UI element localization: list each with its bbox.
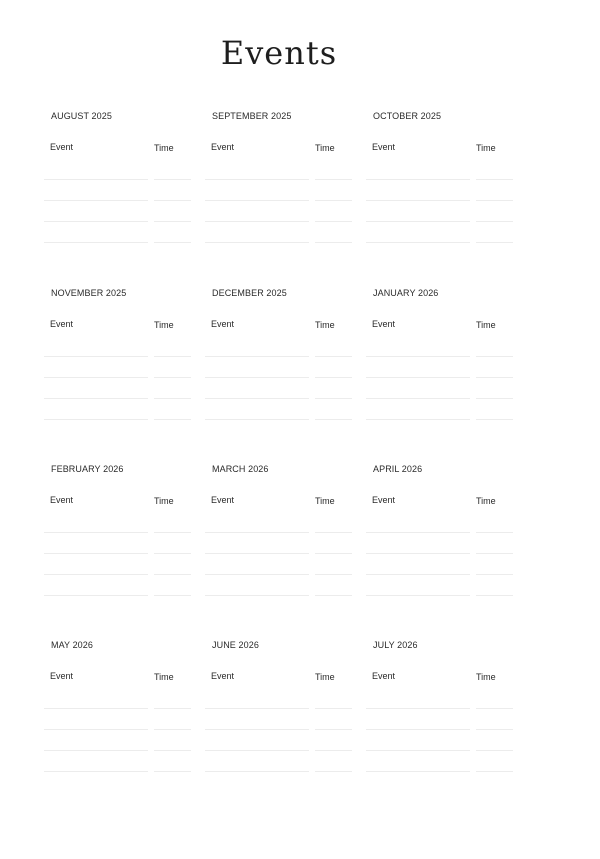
month-block <box>44 464 194 604</box>
time-entry-line[interactable] <box>315 750 352 751</box>
time-entry-line[interactable] <box>315 595 352 596</box>
time-entry-line[interactable] <box>476 574 513 575</box>
month-block <box>366 111 516 251</box>
event-entry-line[interactable] <box>366 419 470 420</box>
month-block <box>366 640 516 780</box>
time-entry-line[interactable] <box>154 200 191 201</box>
time-entry-line[interactable] <box>154 242 191 243</box>
event-entry-line[interactable] <box>366 242 470 243</box>
month-label: JULY 2026 <box>373 640 418 650</box>
event-entry-line[interactable] <box>366 221 470 222</box>
month-block <box>44 640 194 780</box>
event-entry-line[interactable] <box>44 398 148 399</box>
time-entry-line[interactable] <box>476 242 513 243</box>
event-entry-line[interactable] <box>366 750 470 751</box>
time-entry-line[interactable] <box>476 771 513 772</box>
event-entry-line[interactable] <box>44 356 148 357</box>
event-entry-line[interactable] <box>205 356 309 357</box>
event-entry-line[interactable] <box>366 729 470 730</box>
event-column-header: Event <box>372 671 396 681</box>
event-entry-line[interactable] <box>366 553 470 554</box>
event-entry-line[interactable] <box>205 729 309 730</box>
time-entry-line[interactable] <box>476 377 513 378</box>
time-entry-line[interactable] <box>476 398 513 399</box>
event-entry-line[interactable] <box>366 532 470 533</box>
event-entry-line[interactable] <box>366 708 470 709</box>
event-entry-line[interactable] <box>205 377 309 378</box>
time-column-header: Time <box>154 320 174 330</box>
time-entry-line[interactable] <box>315 729 352 730</box>
time-column-header: Time <box>315 143 335 153</box>
event-entry-line[interactable] <box>366 595 470 596</box>
time-column-header: Time <box>154 496 174 506</box>
time-column-header: Time <box>476 672 496 682</box>
event-entry-line[interactable] <box>44 179 148 180</box>
event-entry-line[interactable] <box>44 595 148 596</box>
event-column-header: Event <box>372 319 396 329</box>
time-entry-line[interactable] <box>154 419 191 420</box>
event-entry-line[interactable] <box>205 553 309 554</box>
time-entry-line[interactable] <box>154 398 191 399</box>
time-entry-line[interactable] <box>476 200 513 201</box>
time-entry-line[interactable] <box>315 377 352 378</box>
event-entry-line[interactable] <box>366 574 470 575</box>
event-column-header: Event <box>50 319 74 329</box>
event-entry-line[interactable] <box>366 356 470 357</box>
time-entry-line[interactable] <box>154 750 191 751</box>
event-entry-line[interactable] <box>366 377 470 378</box>
event-column-header: Event <box>211 319 235 329</box>
month-label: DECEMBER 2025 <box>212 288 287 298</box>
month-block <box>205 464 355 604</box>
time-entry-line[interactable] <box>315 771 352 772</box>
event-entry-line[interactable] <box>205 595 309 596</box>
event-entry-line[interactable] <box>44 377 148 378</box>
event-column-header: Event <box>372 142 396 152</box>
time-entry-line[interactable] <box>154 574 191 575</box>
month-label: MARCH 2026 <box>212 464 269 474</box>
month-label: NOVEMBER 2025 <box>51 288 127 298</box>
event-entry-line[interactable] <box>205 221 309 222</box>
month-block <box>44 288 194 428</box>
month-label: SEPTEMBER 2025 <box>212 111 292 121</box>
time-entry-line[interactable] <box>476 221 513 222</box>
event-entry-line[interactable] <box>366 771 470 772</box>
event-column-header: Event <box>50 671 74 681</box>
event-entry-line[interactable] <box>44 729 148 730</box>
time-entry-line[interactable] <box>154 221 191 222</box>
month-label: FEBRUARY 2026 <box>51 464 124 474</box>
time-column-header: Time <box>476 496 496 506</box>
event-entry-line[interactable] <box>366 398 470 399</box>
time-entry-line[interactable] <box>315 179 352 180</box>
time-entry-line[interactable] <box>476 729 513 730</box>
time-entry-line[interactable] <box>154 553 191 554</box>
time-entry-line[interactable] <box>315 356 352 357</box>
month-block <box>44 111 194 251</box>
event-entry-line[interactable] <box>44 242 148 243</box>
time-column-header: Time <box>154 143 174 153</box>
month-block <box>205 288 355 428</box>
time-entry-line[interactable] <box>476 750 513 751</box>
month-label: APRIL 2026 <box>373 464 423 474</box>
event-entry-line[interactable] <box>366 179 470 180</box>
time-entry-line[interactable] <box>154 377 191 378</box>
event-entry-line[interactable] <box>44 221 148 222</box>
event-entry-line[interactable] <box>44 553 148 554</box>
month-label: JUNE 2026 <box>212 640 259 650</box>
time-entry-line[interactable] <box>476 708 513 709</box>
time-column-header: Time <box>154 672 174 682</box>
time-entry-line[interactable] <box>315 708 352 709</box>
event-entry-line[interactable] <box>205 398 309 399</box>
event-entry-line[interactable] <box>205 574 309 575</box>
event-entry-line[interactable] <box>205 179 309 180</box>
month-block <box>366 288 516 428</box>
time-column-header: Time <box>315 320 335 330</box>
time-entry-line[interactable] <box>476 595 513 596</box>
month-block <box>205 111 355 251</box>
time-entry-line[interactable] <box>154 532 191 533</box>
time-entry-line[interactable] <box>154 771 191 772</box>
event-entry-line[interactable] <box>205 242 309 243</box>
month-block <box>366 464 516 604</box>
month-label: OCTOBER 2025 <box>373 111 442 121</box>
event-entry-line[interactable] <box>44 532 148 533</box>
time-entry-line[interactable] <box>315 532 352 533</box>
event-entry-line[interactable] <box>205 200 309 201</box>
time-entry-line[interactable] <box>154 356 191 357</box>
time-entry-line[interactable] <box>154 729 191 730</box>
event-entry-line[interactable] <box>205 750 309 751</box>
time-column-header: Time <box>476 143 496 153</box>
month-label: JANUARY 2026 <box>373 288 439 298</box>
event-entry-line[interactable] <box>205 771 309 772</box>
time-entry-line[interactable] <box>315 398 352 399</box>
event-entry-line[interactable] <box>205 708 309 709</box>
time-entry-line[interactable] <box>476 553 513 554</box>
event-entry-line[interactable] <box>205 532 309 533</box>
event-entry-line[interactable] <box>44 750 148 751</box>
event-column-header: Event <box>211 142 235 152</box>
time-entry-line[interactable] <box>476 356 513 357</box>
time-column-header: Time <box>315 496 335 506</box>
event-column-header: Event <box>50 142 74 152</box>
event-column-header: Event <box>372 495 396 505</box>
time-entry-line[interactable] <box>476 179 513 180</box>
time-entry-line[interactable] <box>476 532 513 533</box>
event-column-header: Event <box>211 671 235 681</box>
time-entry-line[interactable] <box>315 200 352 201</box>
event-column-header: Event <box>211 495 235 505</box>
month-block <box>205 640 355 780</box>
time-column-header: Time <box>476 320 496 330</box>
month-label: AUGUST 2025 <box>51 111 112 121</box>
time-entry-line[interactable] <box>315 221 352 222</box>
event-entry-line[interactable] <box>44 574 148 575</box>
time-entry-line[interactable] <box>315 242 352 243</box>
month-label: MAY 2026 <box>51 640 93 650</box>
page-title: Events <box>220 34 338 72</box>
event-entry-line[interactable] <box>44 708 148 709</box>
time-entry-line[interactable] <box>315 574 352 575</box>
time-entry-line[interactable] <box>315 419 352 420</box>
event-entry-line[interactable] <box>44 771 148 772</box>
time-entry-line[interactable] <box>154 708 191 709</box>
time-entry-line[interactable] <box>315 553 352 554</box>
event-entry-line[interactable] <box>44 200 148 201</box>
event-entry-line[interactable] <box>205 419 309 420</box>
event-entry-line[interactable] <box>44 419 148 420</box>
time-entry-line[interactable] <box>476 419 513 420</box>
event-column-header: Event <box>50 495 74 505</box>
time-entry-line[interactable] <box>154 179 191 180</box>
event-entry-line[interactable] <box>366 200 470 201</box>
time-entry-line[interactable] <box>154 595 191 596</box>
time-column-header: Time <box>315 672 335 682</box>
